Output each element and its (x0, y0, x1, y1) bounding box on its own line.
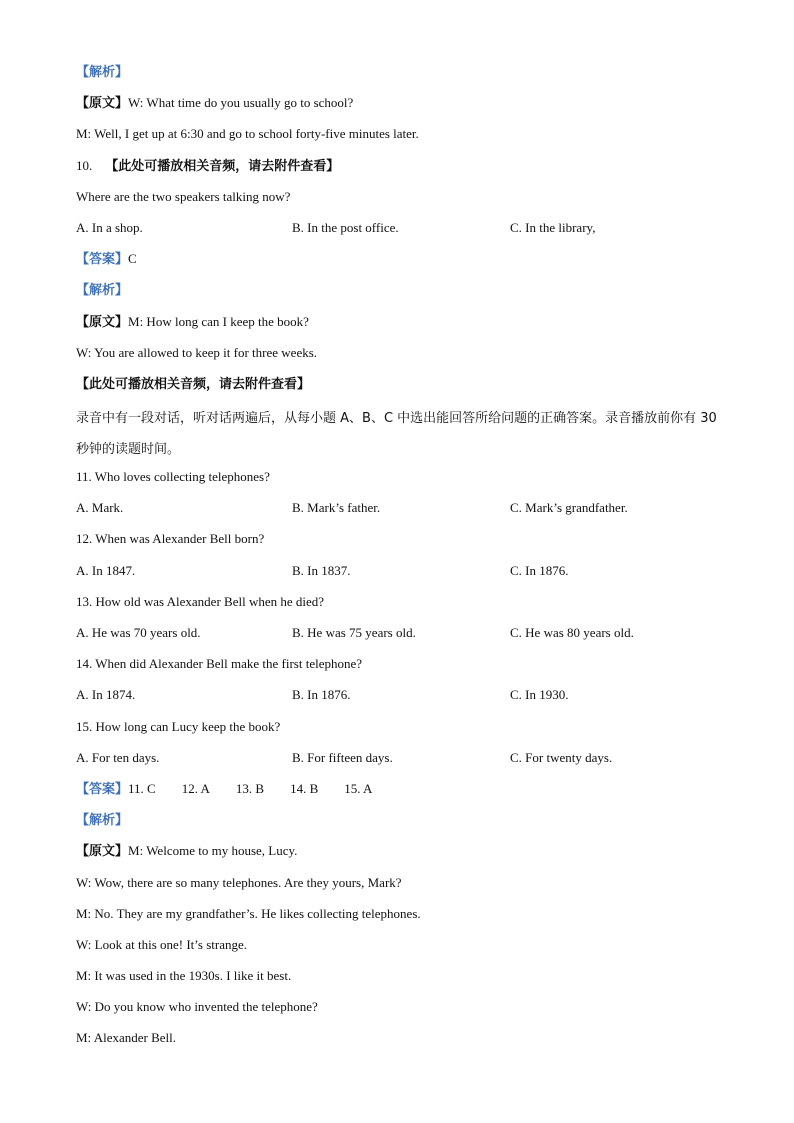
q11-question: 11. Who loves collecting telephones? (76, 469, 270, 485)
option-b: B. He was 75 years old. (292, 625, 416, 640)
dialogue-line: M: How long can I keep the book? (128, 313, 309, 329)
option-a: A. He was 70 years old. (76, 625, 201, 640)
answer-13: 13. B (235, 780, 265, 796)
option-c: C. He was 80 years old. (510, 625, 634, 640)
answer-tag: 【答案】 (76, 781, 129, 797)
option-c: C. Mark’s grandfather. (510, 500, 628, 516)
answer-15: 15. A (344, 780, 373, 796)
q10-options (76, 216, 726, 247)
q11-options (76, 496, 726, 527)
q14-question: 14. When did Alexander Bell make the first telephone? (76, 656, 363, 672)
option-b: B. Mark’s father. (292, 500, 381, 516)
analysis-tag: 【解析】 (76, 283, 129, 299)
audio-tag: 【此处可播放相关音频，请去附件查看】 (76, 376, 311, 392)
analysis-tag: 【解析】 (76, 65, 129, 80)
q14-options (76, 683, 726, 714)
option-c: C. In 1930. (510, 687, 569, 703)
option-c: C. For twenty days. (510, 749, 613, 765)
dialogue-line: W: What time do you usually go to school? (128, 95, 354, 111)
q10-original-m (76, 310, 726, 341)
q9-original-w (76, 91, 726, 122)
q10-analysis (76, 278, 726, 309)
dialogue-line-5: M: It was used in the 1930s. I like it best. (76, 968, 292, 984)
audio-tag: 【此处可播放相关音频，请去附件查看】 (105, 158, 340, 174)
q15-options (76, 746, 726, 777)
q13-options (76, 621, 726, 652)
option-b: B. In 1837. (292, 562, 351, 578)
analysis-tag: 【解析】 (76, 813, 129, 829)
option-b: B. In the post office. (292, 219, 399, 235)
q10-answer (76, 247, 726, 278)
question-number: 10. (76, 157, 93, 173)
q12-options (76, 559, 726, 590)
q10-original-w: W: You are allowed to keep it for three weeks. (76, 344, 318, 360)
option-a: A. Mark. (76, 500, 124, 516)
option-a: A. For ten days. (76, 749, 160, 765)
option-a: A. In a shop. (76, 219, 143, 235)
q12-question: 12. When was Alexander Bell born? (76, 531, 265, 547)
answers-line (76, 777, 726, 808)
option-b: B. For fifteen days. (292, 749, 393, 765)
section-instruction: 录音中有一段对话，听对话两遍后，从每小题 A、B、C 中选出能回答所给问题的正确答案。录音播放前你有 30 秒钟的读题时间。 (76, 411, 717, 458)
dialogue-line-2: W: Wow, there are so many telephones. Are they yours, Mark? (76, 874, 402, 890)
dialogue-line-4: W: Look at this one! It’s strange. (76, 936, 248, 952)
dialogue-line: M: Welcome to my house, Lucy. (128, 843, 298, 859)
dialogue-line-3: M: No. They are my grandfather’s. He likes collecting telephones. (76, 905, 421, 921)
section-audio (76, 372, 726, 403)
original-tag: 【原文】 (76, 844, 129, 860)
option-c: C. In the library, (510, 219, 596, 235)
dialogue-line-7: M: Alexander Bell. (76, 1030, 177, 1046)
answer-value: C (128, 251, 137, 267)
original-tag: 【原文】 (76, 314, 129, 330)
q9-original-m: M: Well, I get up at 6:30 and go to school forty-five minutes later. (76, 126, 419, 142)
answer-tag: 【答案】 (76, 252, 129, 268)
q15-question: 15. How long can Lucy keep the book? (76, 718, 281, 734)
document-page (76, 60, 726, 1058)
q9-analysis (76, 60, 726, 91)
option-a: A. In 1847. (76, 562, 136, 578)
answer-14: 14. B (290, 780, 319, 796)
section-analysis (76, 808, 726, 839)
q10-header (76, 154, 726, 185)
dialogue-line-6: W: Do you know who invented the telephone? (76, 999, 318, 1015)
dialogue-line-1 (76, 839, 726, 870)
q10-question: Where are the two speakers talking now? (76, 188, 291, 204)
answer-12: 12. A (181, 780, 210, 796)
answer-11: 11. C (128, 780, 156, 796)
option-c: C. In 1876. (510, 562, 569, 578)
option-a: A. In 1874. (76, 687, 136, 703)
q13-question: 13. How old was Alexander Bell when he died? (76, 593, 325, 609)
option-b: B. In 1876. (292, 687, 351, 703)
original-tag: 【原文】 (76, 96, 129, 112)
